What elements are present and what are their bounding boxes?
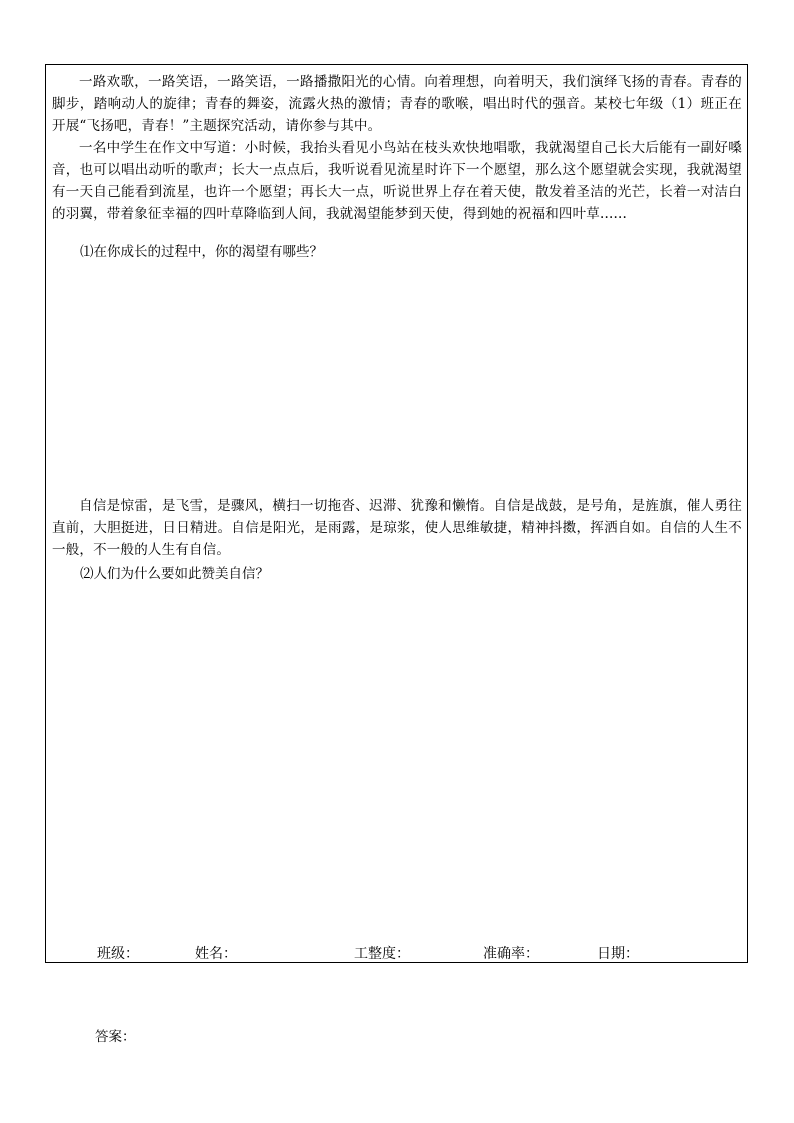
question-2: ⑵人们为什么要如此赞美自信？: [80, 566, 269, 582]
accuracy-label: 准确率：: [483, 946, 539, 962]
class-label: 班级：: [97, 946, 139, 962]
date-label: 日期：: [597, 946, 639, 962]
passage-aspirations: 一名中学生在作文中写道：小时候，我抬头看见小鸟站在枝头欢快地唱歌，我就渴望自己长大后能有一副好嗓音，也可以唱出动听的歌声；长大一点点后，我听说看见流星时许下一个愿望，那么这个愿望就会实现，我就渴望有一天自己能看到流星，也许一个愿望；再长大一点，听说世界上存在着天使，散发着圣洁的光芒，长着一对洁白的羽翼，带着象征幸福的四叶草降临到人间，我就渴望能梦到天使，得到她的祝福和四叶草......: [52, 140, 742, 222]
intro-paragraph: 一路欢歌，一路笑语，一路笑语，一路播撒阳光的心情。向着理想，向着明天，我们演绎飞扬的青春。青春的脚步，踏响动人的旋律；青春的舞姿，流露火热的激情；青春的歌喉，唱出时代的强音。某校七年级（1）班正在开展“飞扬吧，青春！”主题探究活动，请你参与其中。: [52, 74, 742, 134]
question-1: ⑴在你成长的过程中，你的渴望有哪些？: [80, 244, 323, 260]
answer-area-2[interactable]: [52, 588, 742, 933]
passage-confidence: 自信是惊雷，是飞雪，是骤风，横扫一切拖沓、迟滞、犹豫和懒惰。自信是战鼓，是号角，是旌旗，催人勇往直前，大胆挺进，日日精进。自信是阳光，是雨露，是琼浆，使人思维敏捷，精神抖擞，挥洒自如。自信的人生不一般，不一般的人生有自信。: [52, 498, 742, 558]
neatness-label: 工整度：: [354, 946, 410, 962]
student-info-row: [45, 941, 748, 963]
answer-label: 答案：: [95, 1029, 136, 1045]
name-label: 姓名：: [195, 946, 237, 962]
answer-area-1[interactable]: [52, 266, 742, 488]
